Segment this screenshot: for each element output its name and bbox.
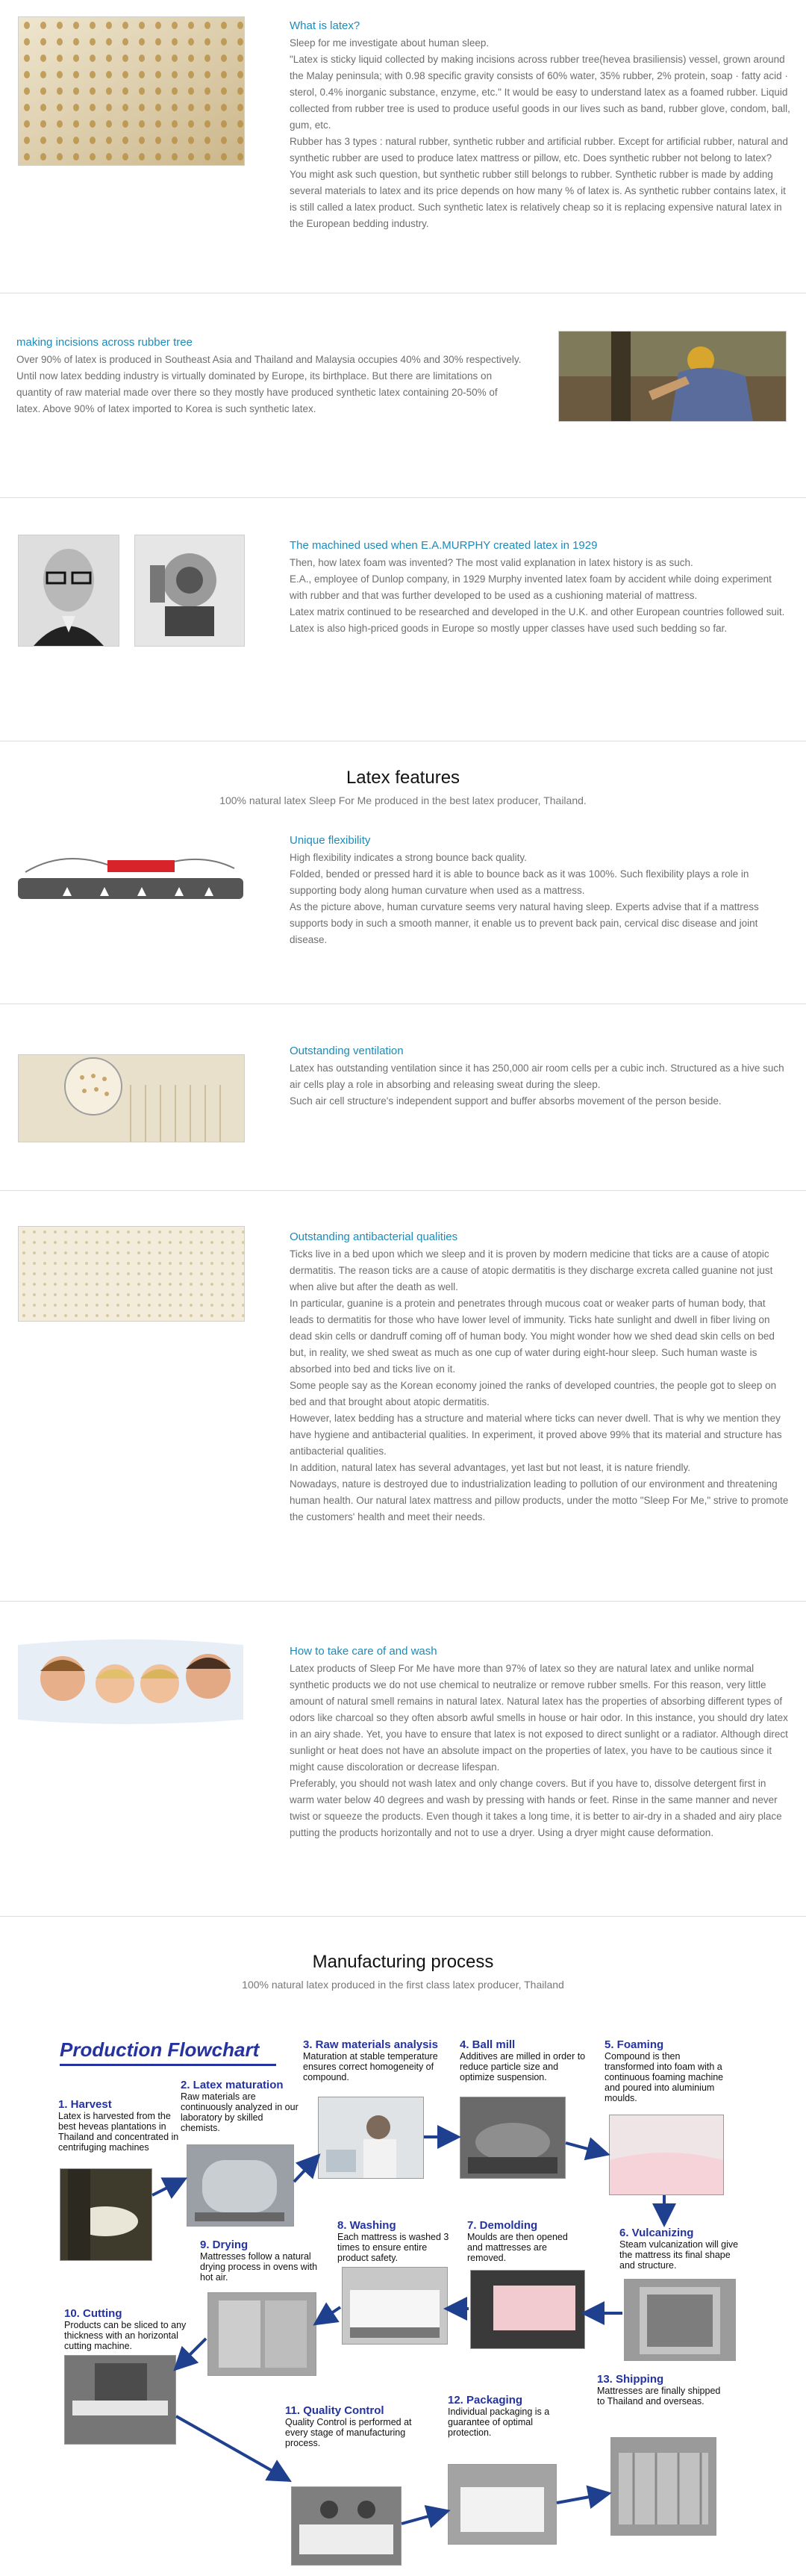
step-desc: Quality Control is performed at every stage of manufacturing process. xyxy=(285,2417,412,2448)
section-body: Over 90% of latex is produced in Southeast Asia and Thailand and Malaysia occupies 40% and 30% respectively. Until now latex bedding industry is virtually dominated by Europe, its birthplace. But there are limitations on quantity of raw material made over there so they mostly have produced synthetic latex containing 20-50% of latex. Above 90% of latex imported to Korea is such synthetic latex. xyxy=(16,354,522,414)
section-heading: Outstanding ventilation xyxy=(290,1045,404,1057)
flowchart-arrows xyxy=(0,2016,806,2576)
rubber-tree-tapping-image xyxy=(558,331,787,422)
latex-foam-image xyxy=(18,16,245,166)
section-body: Latex has outstanding ventilation since it has 250,000 air room cells per a cubic inch. Structured as a hive such air cells play a role in absorbing and releasing sweat during the sleep. Such air cell structure's independent support and buffer absorbs movement of the person beside. xyxy=(290,1063,784,1107)
ventilation-latex-image xyxy=(18,1054,245,1142)
step-desc: Mattresses are finally shipped to Thailand and overseas. xyxy=(597,2386,721,2407)
murphy-text xyxy=(290,539,791,637)
step-desc: Moulds are then opened and mattresses are removed. xyxy=(467,2232,568,2263)
section-heading: What is latex? xyxy=(290,19,360,32)
murphy-machine-image xyxy=(134,535,245,647)
murphy-portrait-image xyxy=(18,535,119,647)
family-image xyxy=(18,1637,243,1724)
step-desc: Raw materials are continuously analyzed in our laboratory by skilled chemists. xyxy=(181,2091,299,2133)
section-body: High flexibility indicates a strong bounce back quality. Folded, bended or pressed hard it is able to bounce back as it was 100%. Such flexibility plays a role in supporting body along human curvature when used as a mattress. As the picture above, human curvature seems very natural having sleep. Experts advise that if a mattress supports body in such a smooth manner, it enable us to prevent back pain, cervical disc disease and joint disease. xyxy=(290,852,759,945)
step-title: 12. Packaging xyxy=(448,2394,523,2407)
ventilation-text xyxy=(290,1045,791,1110)
section-body: Latex products of Sleep For Me have more than 97% of latex so they are natural latex and unlike normal synthetic products we do not use chemical to neutralize or remove rubber smells. For this reason, very little amount of natural smell remains in natural latex. Natural latex has the properties of absorbing different types of odors like charcoal so they often absorb awful smells in house or hair odor. In this instance, you should dry latex in an airy shade. Yet, you have to ensure that latex is not exposed to direct sunlight or a radiator. Although direct sunlight or heat does not have an absolute impact on the properties of latex, you have to be cautious since it might cause discoloration or decrease lifespan. Preferably, you should not wash latex and only change covers. But if you have to, dissolve detergent first in warm water below 40 degrees and wash by pressing with hands or feet. Rinse in the same manner and never twist or squeeze the products. Even though it takes a long time, it is better to air-dry in a shaded and airy place putting the products horizontally and not to use a dryer. Using a dryer might cause deformation. xyxy=(290,1663,788,1838)
section-heading: making incisions across rubber tree xyxy=(16,336,193,349)
step-desc: Individual packaging is a guarantee of optimal protection. xyxy=(448,2407,550,2438)
step-title: 13. Shipping xyxy=(597,2373,664,2386)
step-desc: Compound is then transformed into foam with a continuous foaming machine and poured into aluminium moulds. xyxy=(604,2051,724,2103)
section-heading: Unique flexibility xyxy=(290,834,371,847)
features-subtitle: 100% natural latex Sleep For Me produced in the best latex producer, Thailand. xyxy=(219,794,587,806)
step-title: 5. Foaming xyxy=(604,2038,664,2051)
step-title: 1. Harvest xyxy=(58,2098,112,2111)
step-title: 3. Raw materials analysis xyxy=(303,2038,438,2051)
section-body: Ticks live in a bed upon which we sleep and it is proven by modern medicine that ticks are a cause of atopic dermatitis. The reason ticks are a cause of atopic dermatitis is they discharge excreta called guanine not just when alive but after the death as well. In particular, guanine is a protein and penetrates through mucous coat or weaker parts of human body, that leads to dermatitis for those who have lower level of immunity. Ticks hate sunlight and dwell in fiber living on dead skin cells or dandruff coming off of human body. You might wonder how we shed dead skin cells on bed but, in reality, we shed sweat as much as one cup of water during eight-hour sleep. Such human waste is absorbed into bed and ticks live on it. Some people say as the Korean economy joined the ranks of developed countries, the people got to sleep on bed and that brought about atopic dermatitis. However, latex bedding has a structure and material where ticks can never dwell. That is why we mention they have hygiene and antibacterial qualities. In experiment, it proved above 99% that its material and structure has antibacterial qualities. In addition, natural latex has several advantages, yet last but not least, it is nature friendly. Nowadays, nature is destroyed due to industrialization leading to pollution of our environment and threatening human health. Our natural latex mattress and pillow products, under the motto "Sleep For Me," strive to promote the customers' health and meet their needs. xyxy=(290,1248,789,1522)
step-title: 11. Quality Control xyxy=(285,2404,384,2417)
step-desc: Mattresses follow a natural drying process in ovens with hot air. xyxy=(200,2251,318,2283)
section-heading: How to take care of and wash xyxy=(290,1645,437,1658)
care-wash-text xyxy=(290,1645,791,1841)
features-title: Latex features xyxy=(346,768,460,788)
antibacterial-text xyxy=(290,1231,791,1525)
body-curvature-image xyxy=(18,835,243,900)
step-desc: Additives are milled in order to reduce particle size and optimize suspension. xyxy=(460,2051,586,2082)
divider xyxy=(0,497,806,498)
step-title: 7. Demolding xyxy=(467,2219,538,2232)
divider xyxy=(0,1916,806,1917)
manufacturing-subtitle: 100% natural latex produced in the first class latex producer, Thailand xyxy=(242,1979,564,1991)
step-title: 6. Vulcanizing xyxy=(619,2227,694,2239)
manufacturing-title: Manufacturing process xyxy=(312,1952,494,1972)
section-heading: Outstanding antibacterial qualities xyxy=(290,1231,458,1243)
rubber-tree-text xyxy=(16,336,524,417)
flowchart-title: Production Flowchart xyxy=(60,2038,260,2061)
step-desc: Each mattress is washed 3 times to ensure entire product safety. xyxy=(337,2232,449,2263)
step-desc: Steam vulcanization will give the mattress its final shape and structure. xyxy=(619,2239,739,2271)
step-title: 10. Cutting xyxy=(64,2307,122,2320)
step-desc: Products can be sliced to any thickness with an horizontal cutting machine. xyxy=(64,2320,187,2351)
step-title: 8. Washing xyxy=(337,2219,396,2232)
step-desc: Maturation at stable temperature ensures correct homogeneity of compound. xyxy=(303,2051,438,2082)
antibacterial-latex-image xyxy=(18,1226,245,1322)
section-body: Then, how latex foam was invented? The most valid explanation in latex history is as such. E.A., employee of Dunlop company, in 1929 Murphy invented latex foam by accident while doing experiment with rubber and that was further developed to be used as a cushioning material of mattress. Latex matrix continued to be researched and developed in the U.K. and other European countries followed suit. Latex is also high-priced goods in Europe so mostly upper classes have used such bedding so far. xyxy=(290,557,785,634)
what-is-latex-text xyxy=(290,19,791,232)
step-title: 2. Latex maturation xyxy=(181,2079,284,2091)
flexibility-text xyxy=(290,834,791,948)
step-desc: Latex is harvested from the best heveas plantations in Thailand and concentrated in centrifuging machines xyxy=(58,2111,179,2153)
divider xyxy=(0,1190,806,1191)
step-title: 4. Ball mill xyxy=(460,2038,516,2051)
step-title: 9. Drying xyxy=(200,2239,249,2251)
divider xyxy=(0,1601,806,1602)
section-heading: The machined used when E.A.MURPHY created latex in 1929 xyxy=(290,539,598,552)
section-body: Sleep for me investigate about human sleep. "Latex is sticky liquid collected by making incisions across rubber tree(hevea brasiliensis) vessel, grown around the Malay peninsula; with 0.98 specific gravity consists of 60% water, 35% rubber, 2% protein, soap · fatty acid · sterol, 0.4% inorganic substance, enzyme, etc." It would be easy to understand latex as a foamed rubber. Liquid collected from rubber tree is used to produce useful goods in our lives such as band, rubber glove, condom, ball, gum, etc. Rubber has 3 types : natural rubber, synthetic rubber and artificial rubber. Except for artificial rubber, natural and synthetic rubber are used to produce latex mattress or pillow, etc. Does synthetic rubber not belong to latex? You might ask such question, but synthetic rubber still belongs to rubber. Synthetic rubber is made by adding several materials to latex and its price depends on how many % of latex is. As synthetic rubber contains latex, it is still called a latex product. Such synthetic latex is relatively cheap so it is replacing expensive natural latex in the European bedding industry. xyxy=(290,37,790,229)
